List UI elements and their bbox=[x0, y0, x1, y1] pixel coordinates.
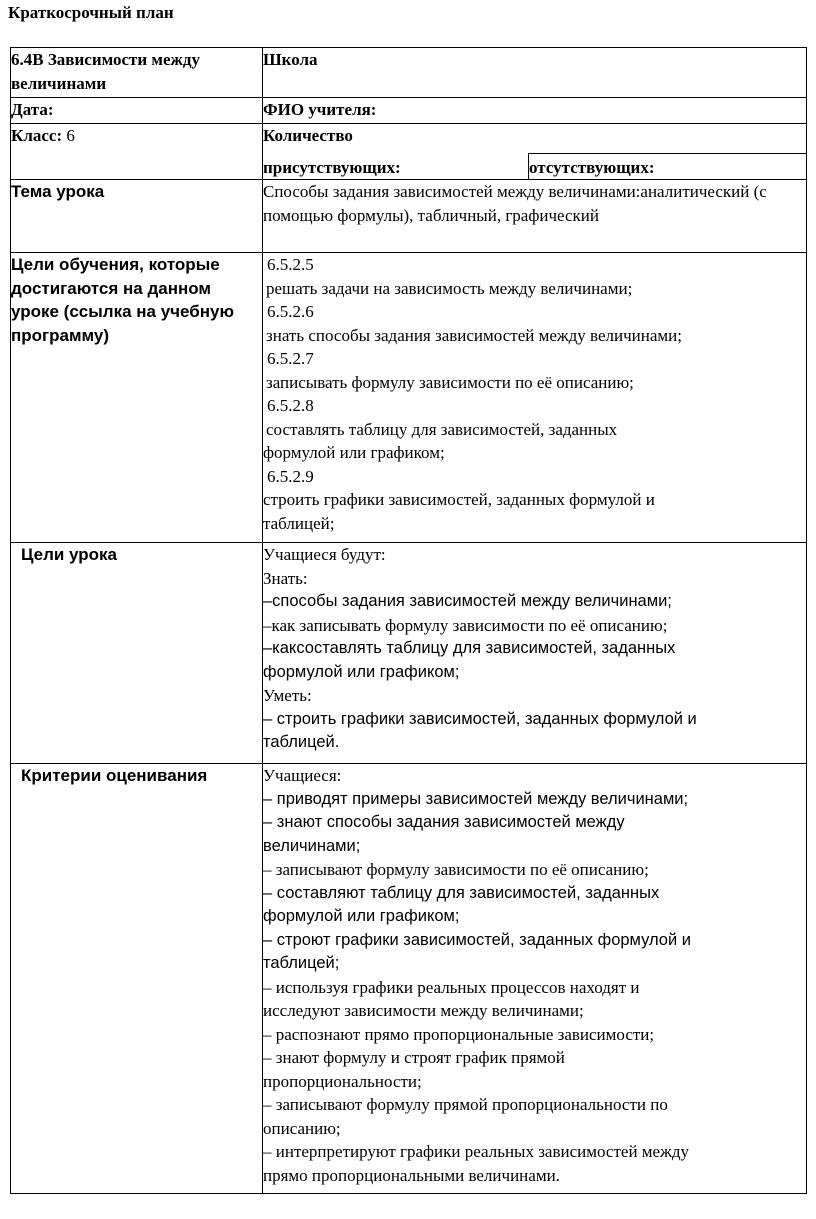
criteria-item: исследуют зависимости между величинами; bbox=[263, 1001, 584, 1020]
goal-code: 6.5.2.8 bbox=[267, 396, 314, 415]
class-label: Класс: bbox=[11, 126, 63, 145]
know-item: формулой или графиком; bbox=[263, 662, 460, 681]
criteria-item: – строют графики зависимостей, заданных формулой и bbox=[263, 930, 691, 949]
class-row bbox=[11, 124, 807, 154]
goal-text: строить графики зависимостей, заданных формулой и bbox=[263, 490, 655, 509]
criteria-item: формулой или графиком; bbox=[263, 907, 460, 925]
know-item: –каксоставлять таблицу для зависимостей, заданных bbox=[263, 639, 676, 657]
criteria-item: таблицей; bbox=[263, 954, 340, 972]
goal-text: таблицей; bbox=[263, 513, 335, 533]
criteria-list bbox=[263, 788, 806, 1188]
criteria-item: прямо пропорциональными величинами. bbox=[263, 1165, 560, 1185]
lesson-goals-content bbox=[263, 543, 807, 764]
goal-code: 6.5.2.5 bbox=[267, 255, 314, 274]
section-cell: 6.4В Зависимости между величинами bbox=[11, 48, 263, 98]
learning-goals-list bbox=[263, 253, 807, 543]
criteria-item: описанию; bbox=[263, 1118, 341, 1138]
criteria-item: величинами; bbox=[263, 836, 361, 855]
criteria-item: – приводят примеры зависимостей между величинами; bbox=[263, 789, 689, 808]
criteria-row bbox=[11, 764, 807, 1194]
criteria-item: – составляют таблицу для зависимостей, заданных bbox=[263, 883, 660, 902]
can-item: – строить графики зависимостей, заданных формулой и bbox=[263, 709, 697, 728]
goal-code: 6.5.2.6 bbox=[267, 302, 314, 321]
topic-value: Способы задания зависимостей между величинами:аналитический (с помощью формулы), табличный, графический bbox=[263, 180, 807, 253]
class-value: 6 bbox=[66, 126, 75, 145]
goal-text: решать задачи на зависимость между величинами; bbox=[266, 278, 633, 298]
lesson-goals-row bbox=[11, 543, 807, 764]
criteria-label: Критерии оценивания bbox=[11, 764, 263, 1194]
criteria-item: – интерпретируют графики реальных зависимостей между bbox=[263, 1142, 689, 1161]
learning-goals-label: Цели обучения, которые достигаются на данном уроке (ссылка на учебную программу) bbox=[11, 253, 263, 543]
page-title: Краткосрочный план bbox=[8, 3, 174, 22]
goal-text: составлять таблицу для зависимостей, заданных bbox=[266, 419, 618, 439]
can-item: таблицей. bbox=[263, 733, 340, 751]
criteria-item: – знают способы задания зависимостей между bbox=[263, 813, 625, 831]
teacher-cell: ФИО учителя: bbox=[263, 98, 807, 124]
criteria-content bbox=[263, 764, 807, 1194]
criteria-item: – записывают формулу прямой пропорциональности по bbox=[263, 1095, 668, 1114]
can-label: Уметь: bbox=[263, 686, 312, 705]
know-label: Знать: bbox=[263, 568, 308, 588]
date-cell: Дата: bbox=[11, 98, 263, 124]
topic-label: Тема урока bbox=[11, 180, 263, 253]
goal-text: формулой или графиком; bbox=[263, 443, 445, 462]
class-cell bbox=[11, 124, 263, 180]
absent-cell: отсутствующих: bbox=[529, 154, 807, 180]
criteria-item: – записывают формулу зависимости по её описанию; bbox=[263, 860, 649, 879]
goal-code: 6.5.2.9 bbox=[267, 466, 314, 486]
goal-text: знать способы задания зависимостей между величинами; bbox=[266, 325, 682, 345]
goal-code: 6.5.2.7 bbox=[267, 349, 314, 368]
know-item: –как записывать формулу зависимости по её описанию; bbox=[263, 615, 668, 635]
learning-goals-row bbox=[11, 253, 807, 543]
criteria-item: – знают формулу и строят график прямой bbox=[263, 1048, 565, 1067]
lesson-goals-intro: Учащиеся будут: bbox=[263, 545, 386, 564]
goal-text: записывать формулу зависимости по её описанию; bbox=[266, 372, 634, 392]
criteria-intro: Учащиеся: bbox=[263, 766, 342, 785]
criteria-item: – используя графики реальных процессов находят и bbox=[263, 977, 640, 997]
date-row bbox=[11, 98, 807, 124]
count-cell: Количество bbox=[263, 124, 807, 154]
school-cell: Школа bbox=[263, 48, 807, 98]
know-item: –способы задания зависимостей между величинами; bbox=[263, 592, 672, 610]
lesson-goals-label: Цели урока bbox=[11, 543, 263, 764]
criteria-item: пропорциональности; bbox=[263, 1071, 422, 1091]
criteria-item: – распознают прямо пропорциональные зависимости; bbox=[263, 1024, 655, 1044]
section-row bbox=[11, 48, 807, 98]
topic-row bbox=[11, 180, 807, 253]
short-term-plan-table bbox=[10, 47, 807, 1194]
present-cell: присутствующих: bbox=[263, 154, 529, 180]
